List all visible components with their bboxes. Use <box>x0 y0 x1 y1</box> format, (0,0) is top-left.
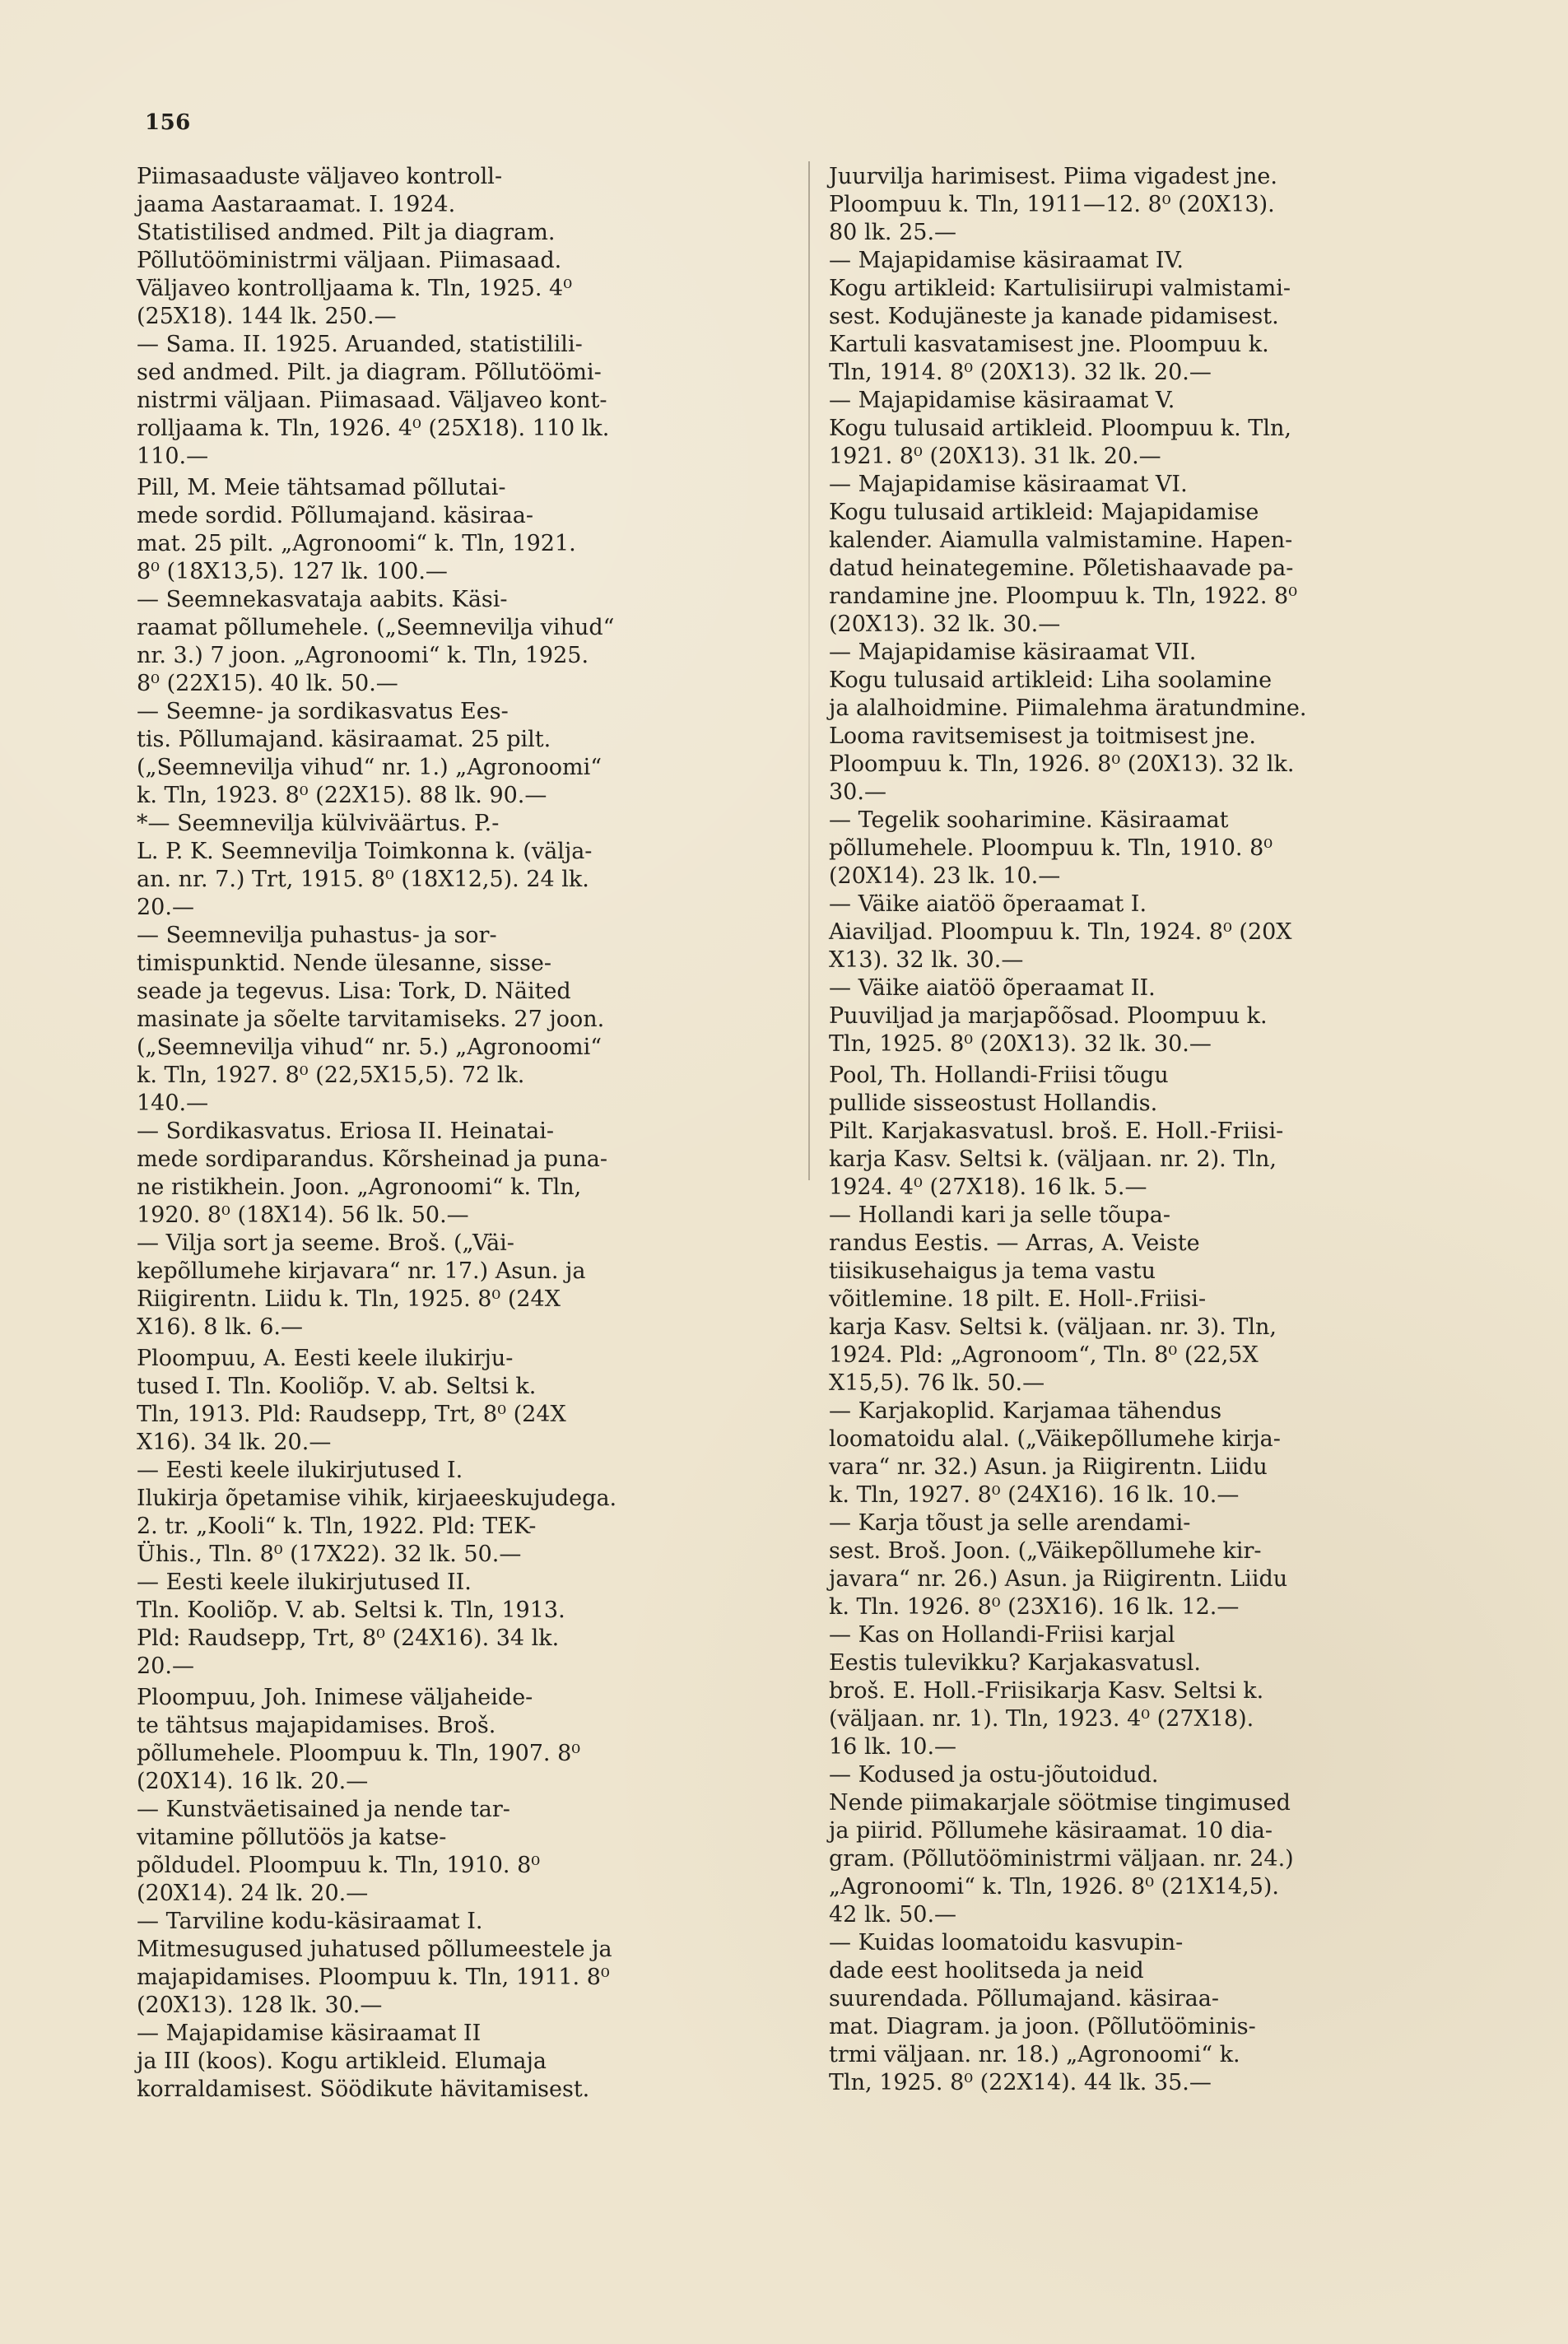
entry-line: datud heinategemine. Põletishaavade pa- <box>829 556 1294 581</box>
entry-line: *— Seemnevilja külviväärtus. P.- <box>137 811 500 836</box>
entry-line: põllumehele. Ploompuu k. Tln, 1910. 8⁰ <box>829 835 1273 861</box>
entry-line: timispunktid. Nende ülesanne, sisse- <box>137 951 551 976</box>
entry-line: 8⁰ (22X15). 40 lk. 50.— <box>137 671 398 696</box>
entry-line: 1920. 8⁰ (18X14). 56 lk. 50.— <box>137 1202 469 1228</box>
entry-line: — Karjakoplid. Karjamaa tähendus <box>829 1398 1222 1424</box>
entry-line: nr. 3.) 7 joon. „Agronoomi“ k. Tln, 1925. <box>137 643 589 668</box>
entry-line: — Majapidamise käsiraamat V. <box>829 388 1175 413</box>
entry-line: 2. tr. „Kooli“ k. Tln, 1922. Pld: TEK- <box>137 1514 537 1539</box>
entry-line: k. Tln, 1927. 8⁰ (24X16). 16 lk. 10.— <box>829 1482 1240 1508</box>
entry-line: sest. Kodujäneste ja kanade pidamisest. <box>829 304 1279 329</box>
entry-line: Ploompuu, A. Eesti keele ilukirju- <box>137 1346 514 1371</box>
entry-line: jaama Aastaraamat. I. 1924. <box>137 192 456 217</box>
entry-line: Eestis tulevikku? Karjakasvatusl. <box>829 1650 1201 1676</box>
entry-line: (20X14). 16 lk. 20.— <box>137 1769 369 1794</box>
entry-line: — Eesti keele ilukirjutused I. <box>137 1458 463 1483</box>
entry-line: — Hollandi kari ja selle tõupa- <box>829 1202 1170 1228</box>
entry-line: Puuviljad ja marjapõõsad. Ploompuu k. <box>829 1003 1268 1029</box>
entry-line: Kogu artikleid: Kartulisiirupi valmistami- <box>829 276 1291 301</box>
entry-line: Kartuli kasvatamisest jne. Ploompuu k. <box>829 332 1269 357</box>
entry-line: põllumehele. Ploompuu k. Tln, 1907. 8⁰ <box>137 1741 581 1766</box>
entry-line: 1924. Pld: „Agronoom“, Tln. 8⁰ (22,5X <box>829 1342 1259 1368</box>
entry-line: Põllutööministrmi väljaan. Piimasaad. <box>137 248 562 273</box>
entry-line: — Majapidamise käsiraamat VI. <box>829 472 1188 497</box>
entry-line: L. P. K. Seemnevilja Toimkonna k. (välja- <box>137 839 593 864</box>
entry-line: Pool, Th. Hollandi-Friisi tõugu <box>829 1063 1169 1088</box>
entry-line: — Vilja sort ja seeme. Broš. („Väi- <box>137 1230 514 1256</box>
entry-line: Ilukirja õpetamise vihik, kirjaeeskujudega. <box>137 1486 617 1511</box>
entry-line: raamat põllumehele. („Seemnevilja vihud“ <box>137 615 615 640</box>
entry-line: põldudel. Ploompuu k. Tln, 1910. 8⁰ <box>137 1853 541 1878</box>
entry-line: (väljaan. nr. 1). Tln, 1923. 4⁰ (27X18). <box>829 1706 1254 1732</box>
entry-line: majapidamises. Ploompuu k. Tln, 1911. 8⁰ <box>137 1965 610 1990</box>
entry-line: suurendada. Põllumajand. käsiraa- <box>829 1986 1220 2011</box>
entry-line: 20.— <box>137 1653 194 1679</box>
entry-line: Kogu tulusaid artikleid: Liha soolamine <box>829 667 1273 693</box>
entry-line: mat. Diagram. ja joon. (Põllutööminis- <box>829 2014 1256 2039</box>
entry-line: k. Tln, 1927. 8⁰ (22,5X15,5). 72 lk. <box>137 1063 525 1088</box>
entry-line: pullide sisseostust Hollandis. <box>829 1091 1158 1116</box>
entry-line: nistrmi väljaan. Piimasaad. Väljaveo kont- <box>137 388 607 413</box>
bibliography-entry <box>137 1345 790 1681</box>
entry-line: Ploompuu k. Tln, 1926. 8⁰ (20X13). 32 lk. <box>829 751 1295 777</box>
entry-line: mede sordid. Põllumajand. käsiraa- <box>137 503 533 528</box>
entry-line: — Seemnevilja puhastus- ja sor- <box>137 923 497 948</box>
entry-line: 1924. 4⁰ (27X18). 16 lk. 5.— <box>829 1174 1147 1200</box>
entry-line: (20X14). 24 lk. 20.— <box>137 1881 369 1906</box>
entry-line: ja alalhoidmine. Piimalehma äratundmine. <box>829 695 1307 721</box>
entry-line: Mitmesugused juhatused põllumeestele ja <box>137 1937 612 1962</box>
entry-line: Pill, M. Meie tähtsamad põllutai- <box>137 475 506 500</box>
entry-line: Ühis., Tln. 8⁰ (17X22). 32 lk. 50.— <box>137 1542 522 1567</box>
right-column <box>829 163 1489 2100</box>
entry-line: Ploompuu, Joh. Inimese väljaheide- <box>137 1685 533 1710</box>
entry-line: k. Tln. 1926. 8⁰ (23X16). 16 lk. 12.— <box>829 1594 1240 1620</box>
entry-line: rolljaama k. Tln, 1926. 4⁰ (25X18). 110 lk. <box>137 416 610 441</box>
entry-line: — Majapidamise käsiraamat VII. <box>829 639 1197 665</box>
entry-line: 16 lk. 10.— <box>829 1734 957 1760</box>
entry-line: — Karja tõust ja selle arendami- <box>829 1510 1191 1536</box>
entry-line: trmi väljaan. nr. 18.) „Agronoomi“ k. <box>829 2042 1240 2067</box>
entry-line: randamine jne. Ploompuu k. Tln, 1922. 8⁰ <box>829 584 1298 609</box>
entry-line: Ploompuu k. Tln, 1911—12. 8⁰ (20X13). <box>829 192 1275 217</box>
entry-line: — Seemnekasvataja aabits. Käsi- <box>137 587 508 612</box>
entry-line: 1921. 8⁰ (20X13). 31 lk. 20.— <box>829 444 1161 469</box>
entry-line: — Kas on Hollandi-Friisi karjal <box>829 1622 1175 1648</box>
entry-line: mede sordiparandus. Kõrsheinad ja puna- <box>137 1146 607 1172</box>
entry-line: ja III (koos). Kogu artikleid. Elumaja <box>137 2049 547 2074</box>
entry-line: Kogu tulusaid artikleid: Majapidamise <box>829 500 1259 525</box>
bibliography-entry <box>137 474 790 1342</box>
entry-line: — Sama. II. 1925. Aruanded, statistilili- <box>137 332 583 357</box>
entry-line: X13). 32 lk. 30.— <box>829 947 1024 973</box>
entry-line: Pilt. Karjakasvatusl. broš. E. Holl.-Friisi- <box>829 1119 1284 1144</box>
bibliography-entry <box>829 163 1489 1058</box>
entry-line: (20X13). 32 lk. 30.— <box>829 612 1061 637</box>
page-number: 156 <box>145 110 191 135</box>
entry-line: gram. (Põllutööministrmi väljaan. nr. 24.) <box>829 1846 1294 1872</box>
entry-line: javara“ nr. 26.) Asun. ja Riigirentn. Liidu <box>829 1566 1288 1592</box>
entry-line: — Kuidas loomatoidu kasvupin- <box>829 1930 1184 1956</box>
entry-line: 80 lk. 25.— <box>829 220 957 245</box>
entry-line: dade eest hoolitseda ja neid <box>829 1958 1144 1984</box>
entry-line: ne ristikhein. Joon. „Agronoomi“ k. Tln, <box>137 1174 582 1200</box>
entry-line: 20.— <box>137 895 194 920</box>
entry-line: võitlemine. 18 pilt. E. Holl-.Friisi- <box>829 1286 1207 1312</box>
entry-line: Tln, 1914. 8⁰ (20X13). 32 lk. 20.— <box>829 360 1212 385</box>
entry-line: („Seemnevilja vihud“ nr. 1.) „Agronoomi“ <box>137 755 603 780</box>
entry-line: Juurvilja harimisest. Piima vigadest jne. <box>829 164 1277 189</box>
entry-line: Looma ravitsemisest ja toitmisest jne. <box>829 723 1256 749</box>
entry-line: („Seemnevilja vihud“ nr. 5.) „Agronoomi“ <box>137 1035 603 1060</box>
entry-line: randus Eestis. — Arras, A. Veiste <box>829 1230 1200 1256</box>
entry-line: Tln, 1925. 8⁰ (20X13). 32 lk. 30.— <box>829 1031 1212 1057</box>
entry-line: X15,5). 76 lk. 50.— <box>829 1370 1045 1396</box>
entry-line: Väljaveo kontrolljaama k. Tln, 1925. 4⁰ <box>137 276 573 301</box>
entry-line: Tln. Kooliõp. V. ab. Seltsi k. Tln, 1913. <box>137 1598 565 1623</box>
entry-line: — Tegelik sooharimine. Käsiraamat <box>829 807 1229 833</box>
entry-line: — Väike aiatöö õperaamat I. <box>829 891 1147 917</box>
entry-line: an. nr. 7.) Trt, 1915. 8⁰ (18X12,5). 24 lk. <box>137 867 589 892</box>
entry-line: Aiaviljad. Ploompuu k. Tln, 1924. 8⁰ (20X <box>829 919 1292 945</box>
entry-line: k. Tln, 1923. 8⁰ (22X15). 88 lk. 90.— <box>137 783 547 808</box>
entry-line: Tln, 1913. Pld: Raudsepp, Trt, 8⁰ (24X <box>137 1402 566 1427</box>
entry-line: Riigirentn. Liidu k. Tln, 1925. 8⁰ (24X <box>137 1286 561 1312</box>
entry-line: — Majapidamise käsiraamat IV. <box>829 248 1184 273</box>
entry-line: Nende piimakarjale söötmise tingimused <box>829 1790 1291 1816</box>
entry-line: sed andmed. Pilt. ja diagram. Põllutöömi- <box>137 360 602 385</box>
entry-line: masinate ja sõelte tarvitamiseks. 27 joon. <box>137 1007 605 1032</box>
entry-line: — Majapidamise käsiraamat II <box>137 2021 482 2046</box>
column-divider <box>808 161 810 1180</box>
entry-line: Pld: Raudsepp, Trt, 8⁰ (24X16). 34 lk. <box>137 1625 560 1651</box>
entry-line: sest. Broš. Joon. („Väikepõllumehe kir- <box>829 1538 1262 1564</box>
entry-line: seade ja tegevus. Lisa: Tork, D. Näited <box>137 979 571 1004</box>
entry-line: — Sordikasvatus. Eriosa II. Heinatai- <box>137 1119 554 1144</box>
entry-line: 140.— <box>137 1091 209 1116</box>
entry-line: 8⁰ (18X13,5). 127 lk. 100.— <box>137 559 448 584</box>
entry-line: — Kodused ja ostu-jõutoidud. <box>829 1762 1159 1788</box>
bibliography-entry <box>137 163 790 471</box>
entry-line: tused I. Tln. Kooliõp. V. ab. Seltsi k. <box>137 1374 537 1399</box>
entry-line: (20X13). 128 lk. 30.— <box>137 1993 383 2018</box>
entry-line: (20X14). 23 lk. 10.— <box>829 863 1061 889</box>
entry-line: Kogu tulusaid artikleid. Ploompuu k. Tln, <box>829 416 1291 441</box>
entry-line: — Kunstväetisained ja nende tar- <box>137 1797 510 1822</box>
entry-line: Tln, 1925. 8⁰ (22X14). 44 lk. 35.— <box>829 2070 1212 2095</box>
entry-line: 30.— <box>829 779 886 805</box>
entry-line: — Tarviline kodu-käsiraamat I. <box>137 1909 483 1934</box>
bibliography-entry <box>829 1062 1489 2097</box>
entry-line: loomatoidu alal. („Väikepõllumehe kirja- <box>829 1426 1281 1452</box>
entry-line: X16). 8 lk. 6.— <box>137 1314 303 1340</box>
entry-line: ja piirid. Põllumehe käsiraamat. 10 dia- <box>829 1818 1273 1844</box>
entry-line: karja Kasv. Seltsi k. (väljaan. nr. 2). Tln, <box>829 1146 1277 1172</box>
entry-line: (25X18). 144 lk. 250.— <box>137 304 397 329</box>
entry-line: broš. E. Holl.-Friisikarja Kasv. Seltsi k. <box>829 1678 1264 1704</box>
entry-line: mat. 25 pilt. „Agronoomi“ k. Tln, 1921. <box>137 531 576 556</box>
entry-line: karja Kasv. Seltsi k. (väljaan. nr. 3). Tln, <box>829 1314 1277 1340</box>
entry-line: Statistilised andmed. Pilt ja diagram. <box>137 220 556 245</box>
entry-line: — Eesti keele ilukirjutused II. <box>137 1570 472 1595</box>
entry-line: tis. Põllumajand. käsiraamat. 25 pilt. <box>137 727 551 752</box>
entry-line: „Agronoomi“ k. Tln, 1926. 8⁰ (21X14,5). <box>829 1874 1279 1900</box>
entry-line: — Seemne- ja sordikasvatus Ees- <box>137 699 509 724</box>
entry-line: kalender. Aiamulla valmistamine. Hapen- <box>829 528 1293 553</box>
entry-line: te tähtsus majapidamises. Broš. <box>137 1713 496 1738</box>
entry-line: 110.— <box>137 444 209 469</box>
entry-line: X16). 34 lk. 20.— <box>137 1430 332 1455</box>
entry-line: kepõllumehe kirjavara“ nr. 17.) Asun. ja <box>137 1258 586 1284</box>
entry-line: — Väike aiatöö õperaamat II. <box>829 975 1156 1001</box>
entry-line: vitamine põllutöös ja katse- <box>137 1825 447 1850</box>
entry-line: vara“ nr. 32.) Asun. ja Riigirentn. Liidu <box>829 1454 1268 1480</box>
left-column <box>137 163 790 2107</box>
entry-line: Piimasaaduste väljaveo kontroll- <box>137 164 503 189</box>
entry-line: korraldamisest. Söödikute hävitamisest. <box>137 2077 590 2102</box>
entry-line: tiisikusehaigus ja tema vastu <box>829 1258 1156 1284</box>
entry-line: 42 lk. 50.— <box>829 1902 957 1928</box>
bibliography-entry <box>137 1684 790 2104</box>
